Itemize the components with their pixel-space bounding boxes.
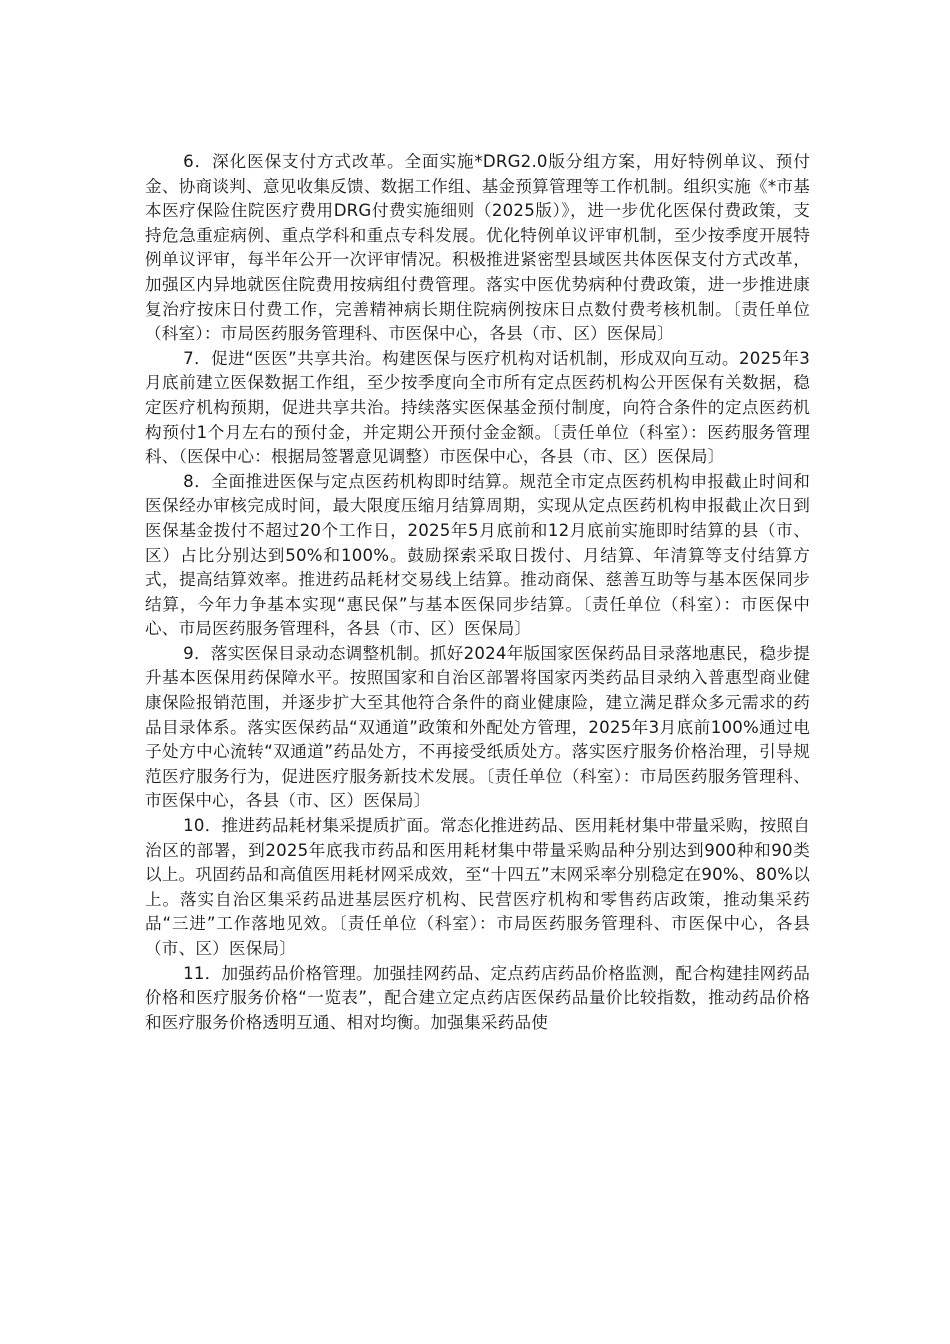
paragraph-item-7: 7．促进“医医”共享共治。构建医保与医疗机构对话机制，形成双向互动。2025年3月底前建立医保数据工作组，至少按季度向全市所有定点医药机构公开医保有关数据，稳定医疗机构预期，促进共享共治。持续落实医保基金预付制度，向符合条件的定点医药机构预付1个月左右的预付金，并定期公开预付金金额。〔责任单位（科室）：医药服务管理科、（医保中心：根据局签署意见调整）市医保中心，各县（市、区）医保局〕: [145, 348, 810, 467]
document-page: [145, 150, 810, 1035]
paragraph-item-8: 8．全面推进医保与定点医药机构即时结算。规范全市定点医药机构申报截止时间和医保经办审核完成时间，最大限度压缩月结算周期，实现从定点医药机构申报截止次日到医保基金拨付不超过20个工作日，2025年5月底前和12月底前实施即时结算的县（市、区）占比分别达到50%和100%。鼓励探索采取日拨付、月结算、年清算等支付结算方式，提高结算效率。推进药品耗材交易线上结算。推动商保、慈善互助等与基本医保同步结算，今年力争基本实现“惠民保”与基本医保同步结算。〔责任单位（科室）：市医保中心、市局医药服务管理科，各县（市、区）医保局〕: [145, 471, 810, 639]
paragraph-item-11: 11．加强药品价格管理。加强挂网药品、定点药店药品价格监测，配合构建挂网药品价格和医疗服务价格“一览表”，配合建立定点药店医保药品量价比较指数，推动药品价格和医疗服务价格透明互通、相对均衡。加强集采药品使: [145, 963, 810, 1032]
paragraph-item-6: 6．深化医保支付方式改革。全面实施*DRG2.0版分组方案，用好特例单议、预付金、协商谈判、意见收集反馈、数据工作组、基金预算管理等工作机制。组织实施《*市基本医疗保险住院医疗费用DRG付费实施细则（2025版）》，进一步优化医保付费政策，支持危急重症病例、重点学科和重点专科发展。优化特例单议评审机制，至少按季度开展特例单议评审，每半年公开一次评审情况。积极推进紧密型县域医共体医保支付方式改革，加强区内异地就医住院费用按病组付费管理。落实中医优势病种付费政策，进一步推进康复治疗按床日付费工作，完善精神病长期住院病例按床日点数付费考核机制。〔责任单位（科室）：市局医药服务管理科、市医保中心，各县（市、区）医保局〕: [145, 152, 810, 344]
paragraph-item-9: 9．落实医保目录动态调整机制。抓好2024年版国家医保药品目录落地惠民，稳步提升基本医保用药保障水平。按照国家和自治区部署将国家丙类药品目录纳入普惠型商业健康保险报销范围，并逐步扩大至其他符合条件的商业健康险，建立满足群众多元需求的药品目录体系。落实医保药品“双通道”政策和外配处方管理，2025年3月底前100%通过电子处方中心流转“双通道”药品处方，不再接受纸质处方。落实医疗服务价格治理，引导规范医疗服务行为，促进医疗服务新技术发展。〔责任单位（科室）：市局医药服务管理科、市医保中心，各县（市、区）医保局〕: [145, 643, 810, 811]
paragraph-item-10: 10．推进药品耗材集采提质扩面。常态化推进药品、医用耗材集中带量采购，按照自治区的部署，到2025年底我市药品和医用耗材集中带量采购品种分别达到900种和90类以上。巩固药品和高值医用耗材网采成效，至“十四五”末网采率分别稳定在90%、80%以上。落实自治区集采药品进基层医疗机构、民营医疗机构和零售药店政策，推动集采药品“三进”工作落地见效。〔责任单位（科室）：市局医药服务管理科、市医保中心，各县（市、区）医保局〕: [145, 816, 810, 958]
